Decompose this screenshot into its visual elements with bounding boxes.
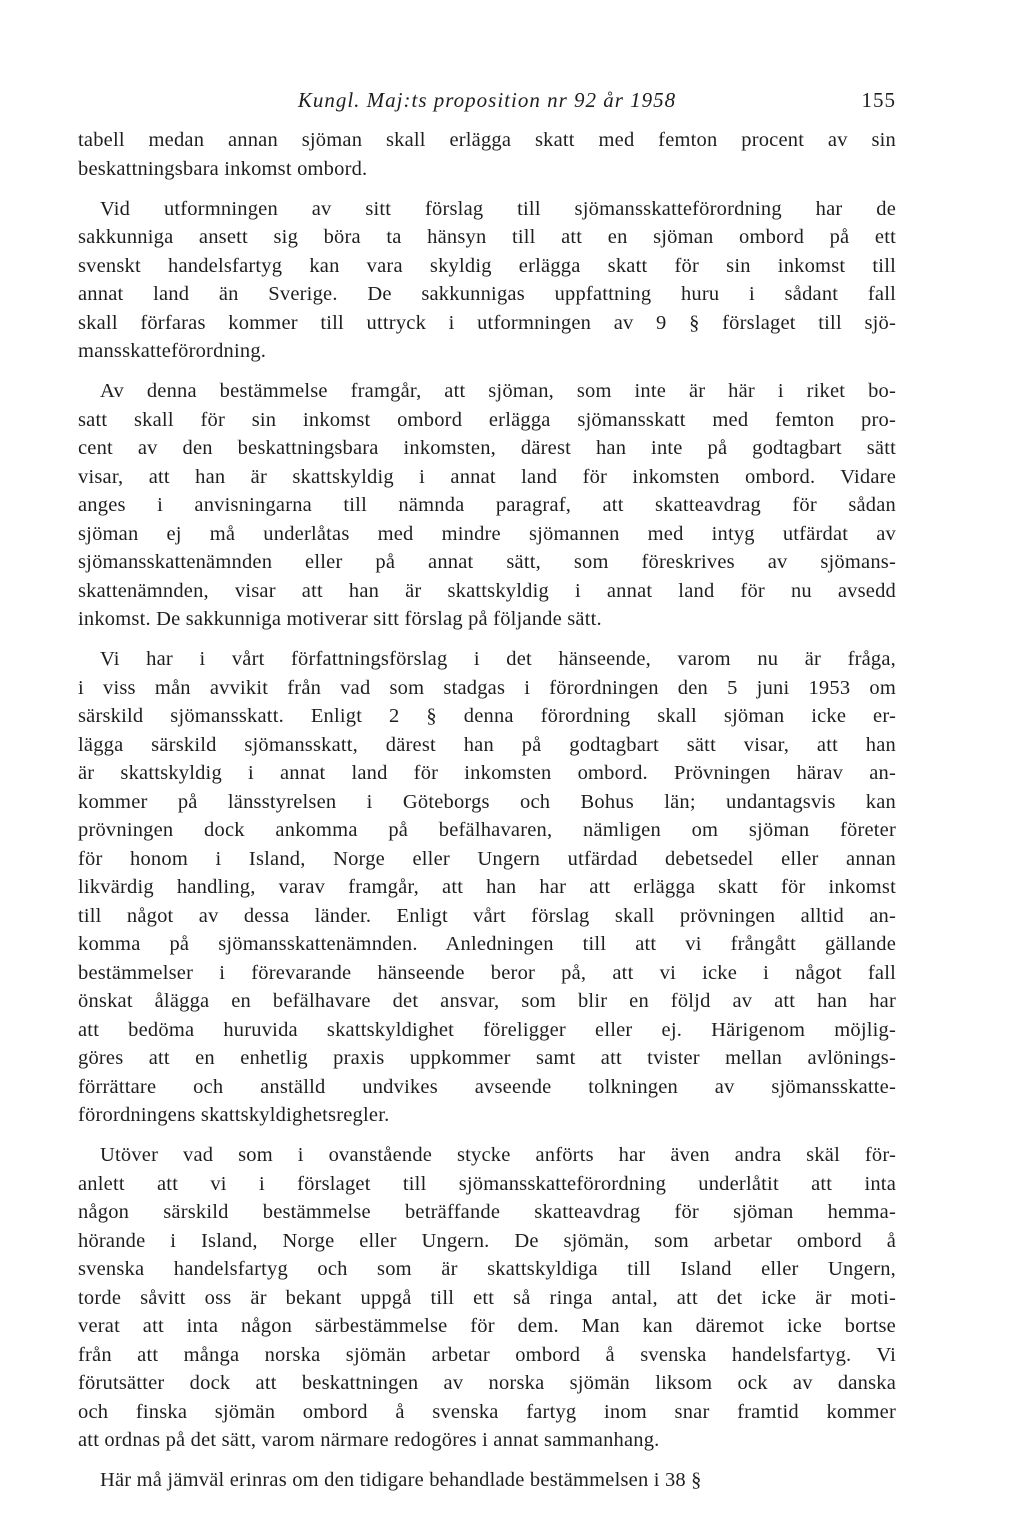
text-line: komma på sjömansskattenämnden. Anledningen till att vi frångått gällande xyxy=(78,933,896,955)
paragraph xyxy=(78,1141,896,1455)
paragraph xyxy=(78,377,896,634)
text-line: satt skall för sin inkomst ombord erlägga sjömansskatt med femton pro- xyxy=(78,408,896,431)
paragraph xyxy=(78,1466,896,1495)
text-line: cent av den beskattningsbara inkomsten, därest han inte på godtagbart sätt xyxy=(78,437,896,459)
text-line: prövningen dock ankomma på befälhavaren, nämligen om sjöman företer xyxy=(78,819,896,841)
text-line: hörande i Island, Norge eller Ungern. De sjömän, som arbetar ombord å xyxy=(78,1229,896,1252)
running-head-title: Kungl. Maj:ts proposition nr 92 år 1958 xyxy=(297,88,677,112)
text-line: Vi har i vårt författningsförslag i det hänseende, varom nu är fråga, xyxy=(100,648,896,670)
running-head xyxy=(78,88,896,116)
text-line: inkomst. De sakkunniga motiverar sitt förslag på följande sätt. xyxy=(78,608,602,630)
paragraph xyxy=(78,645,896,1130)
text-line: Här må jämväl erinras om den tidigare behandlade bestämmelsen i 38 § xyxy=(100,1469,702,1491)
text-line: i viss mån avvikit från vad som stadgas i förordningen den 5 juni 1953 om xyxy=(78,676,896,699)
text-line: är skattskyldig i annat land för inkomsten ombord. Prövningen härav an- xyxy=(78,762,896,784)
text-line: visar, att han är skattskyldig i annat land för inkomsten ombord. Vidare xyxy=(78,465,896,488)
text-line: att bedöma huruvida skattskyldighet föreligger eller ej. Härigenom möjlig- xyxy=(78,1018,896,1041)
text-line: kommer på länsstyrelsen i Göteborgs och Bohus län; undantagsvis kan xyxy=(78,790,896,813)
text-line: göres att en enhetlig praxis uppkommer samt att tvister mellan avlönings- xyxy=(78,1047,896,1069)
paragraph xyxy=(78,126,896,183)
text-line: tabell medan annan sjöman skall erlägga skatt med femton procent av sin xyxy=(78,129,896,151)
text-line: för honom i Island, Norge eller Ungern utfärdad debetsedel eller annan xyxy=(78,847,896,870)
text-line: torde såvitt oss är bekant uppgå till ett så ringa antal, att det icke är moti- xyxy=(78,1286,896,1309)
paragraph xyxy=(78,195,896,366)
text-line: önskat ålägga en befälhavare det ansvar, som blir en följd av att han har xyxy=(78,990,896,1012)
text-line: skattenämnden, visar att han är skattskyldig i annat land för nu avsedd xyxy=(78,579,896,602)
text-line: mansskatteförordning. xyxy=(78,340,267,362)
text-line: från att många norska sjömän arbetar ombord å svenska handelsfartyg. Vi xyxy=(78,1343,896,1366)
text-line: Utöver vad som i ovanstående stycke anförts har även andra skäl för- xyxy=(100,1144,896,1166)
text-line: Av denna bestämmelse framgår, att sjöman, som inte är här i riket bo- xyxy=(100,380,896,402)
body-text xyxy=(78,126,896,1495)
text-line: skall förfaras kommer till uttryck i utformningen av 9 § förslaget till sjö- xyxy=(78,311,896,334)
text-line: sjöman ej må underlåtas med mindre sjömannen med intyg utfärdat av xyxy=(78,522,896,545)
text-line: sakkunniga ansett sig böra ta hänsyn till att en sjöman ombord på ett xyxy=(78,226,896,248)
text-line: till något av dessa länder. Enligt vårt förslag skall prövningen alltid an- xyxy=(78,904,896,927)
text-line: Vid utformningen av sitt förslag till sjömansskatteförordning har de xyxy=(100,197,896,220)
text-line: svenskt handelsfartyg kan vara skyldig erlägga skatt för sin inkomst till xyxy=(78,254,896,277)
text-line: särskild sjömansskatt. Enligt 2 § denna förordning skall sjöman icke er- xyxy=(78,705,896,727)
text-line: sjömansskattenämnden eller på annat sätt, som föreskrives av sjömans- xyxy=(78,551,896,573)
text-line: och finska sjömän ombord å svenska fartyg inom snar framtid kommer xyxy=(78,1400,896,1423)
text-line: bestämmelser i förevarande hänseende beror på, att vi icke i något fall xyxy=(78,961,896,984)
page-number: 155 xyxy=(861,88,896,112)
text-line: anges i anvisningarna till nämnda paragraf, att skatteavdrag för sådan xyxy=(78,494,896,516)
text-line: förordningens skattskyldighetsregler. xyxy=(78,1104,390,1126)
text-line: förrättare och anställd undvikes avseende tolkningen av sjömansskatte- xyxy=(78,1075,896,1098)
text-line: anlett att vi i förslaget till sjömansskatteförordning underlåtit att inta xyxy=(78,1172,896,1195)
text-line: beskattningsbara inkomst ombord. xyxy=(78,157,368,180)
text-line: någon särskild bestämmelse beträffande skatteavdrag för sjöman hemma- xyxy=(78,1201,896,1223)
text-line: svenska handelsfartyg och som är skattskyldiga till Island eller Ungern, xyxy=(78,1258,896,1280)
text-line: lägga särskild sjömansskatt, därest han på godtagbart sätt visar, att han xyxy=(78,733,896,756)
text-line: verat att inta någon särbestämmelse för dem. Man kan däremot icke bortse xyxy=(78,1315,896,1337)
text-line: förutsätter dock att beskattningen av norska sjömän liksom ock av danska xyxy=(78,1372,896,1394)
text-line: annat land än Sverige. De sakkunnigas uppfattning huru i sådant fall xyxy=(78,283,896,305)
text-line: att ordnas på det sätt, varom närmare redogöres i annat sammanhang. xyxy=(78,1429,660,1451)
text-line: likvärdig handling, varav framgår, att han har att erlägga skatt för inkomst xyxy=(78,876,896,898)
